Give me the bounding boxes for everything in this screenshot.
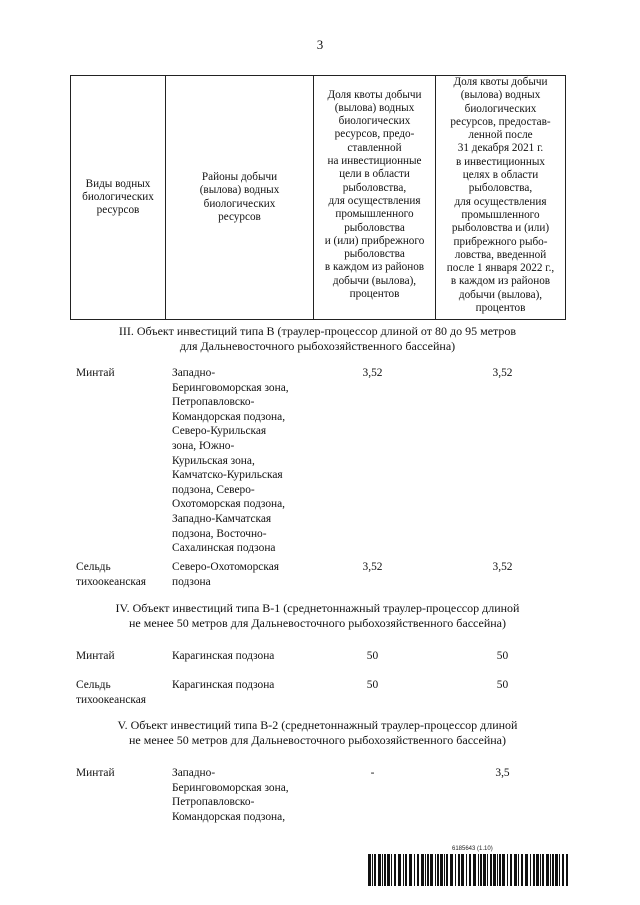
quota-value: 50 — [366, 679, 379, 691]
quota-value-2022: 50 — [496, 679, 509, 691]
header-species: Виды водных биологических ресурсов — [71, 76, 166, 320]
quota-value-2022: 3,52 — [492, 561, 513, 573]
section-title: V. Объект инвестиций типа В-2 (среднетоннажный траулер-процессор длиной не менее 50 метров для Дальневосточного рыбохозяйственного бассейна) — [117, 718, 518, 747]
quota-value-2022: 3,52 — [492, 367, 513, 379]
area-cell: Западно- Беринговоморская зона, Петропавловско- Командорская подзона, Северо-Курильская зона, Южно- Курильская зона, Камчатско-Курильская подзона, Северо- Охотоморская подзона, Западно-Камчатская подзона, Восточно- Сахалинская подзона — [172, 367, 289, 555]
area-cell: Карагинская подзона — [172, 679, 275, 691]
page-number: 3 — [316, 37, 324, 52]
header-quota-share-2022: Доля квоты добычи (вылова) водных биологических ресурсов, предостав- ленной после 31 декабря 2021 г. в инвестиционных целях в области рыболовства, для осуществления промышленного рыболовства и (или) прибрежного рыбо- ловства, введенной после 1 января 2022 г., в каждом из районов добычи (вылова), процентов — [436, 76, 566, 320]
quota-value: 50 — [366, 650, 379, 662]
species-cell: Минтай — [76, 767, 115, 779]
species-cell: Минтай — [76, 367, 115, 379]
quota-value-2022: 3,5 — [495, 767, 510, 779]
section-title: IV. Объект инвестиций типа В-1 (среднетоннажный траулер-процессор длиной не менее 50 метров для Дальневосточного рыбохозяйственного бассейна) — [115, 601, 520, 630]
species-cell: Сельдь тихоокеанская — [76, 679, 147, 706]
barcode-icon — [368, 854, 568, 886]
area-cell: Западно- Беринговоморская зона, Петропавловско- Командорская подзона, — [172, 767, 289, 823]
header-quota-share: Доля квоты добычи (вылова) водных биологических ресурсов, предо- ставленной на инвестиционные цели в области рыболовства, для осуществления промышленного рыболовства и (или) прибрежного рыболовства в каждом из районов добычи (вылова), процентов — [314, 76, 436, 320]
table-header — [70, 75, 566, 320]
quota-value-2022: 50 — [496, 650, 509, 662]
quota-value: 3,52 — [362, 367, 383, 379]
header-area: Районы добычи (вылова) водных биологических ресурсов — [166, 76, 314, 320]
section-title: III. Объект инвестиций типа В (траулер-процессор длиной от 80 до 95 метров для Дальневосточного рыбохозяйственного бассейна) — [118, 324, 517, 353]
species-cell: Минтай — [76, 650, 115, 662]
area-cell: Карагинская подзона — [172, 650, 275, 662]
quota-value: 3,52 — [362, 561, 383, 573]
species-cell: Сельдь тихоокеанская — [76, 561, 147, 588]
quota-value: - — [370, 767, 375, 779]
area-cell: Северо-Охотоморская подзона — [172, 561, 279, 588]
barcode-label: 6185643 (1.10) — [452, 846, 493, 852]
